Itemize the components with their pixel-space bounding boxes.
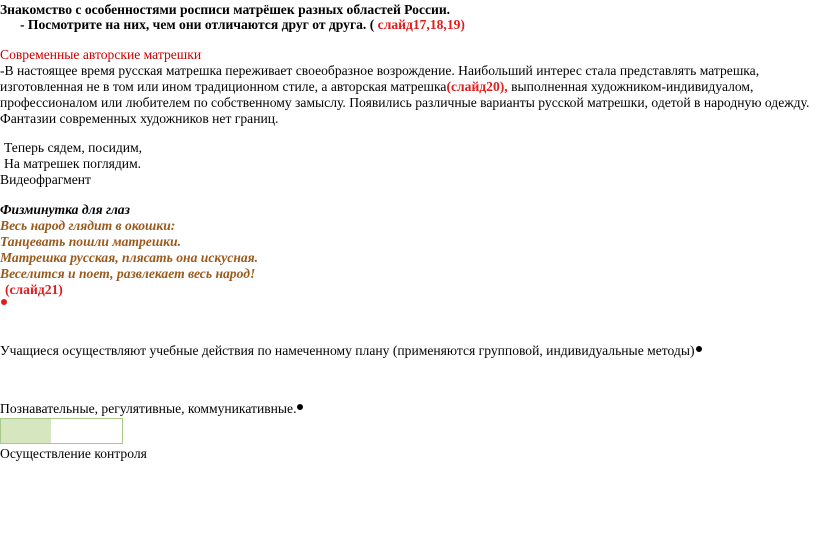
activity-text: Учащиеся осуществляют учебные действия по намеченному плану (применяются групповой, индивидуальные методы) <box>0 343 695 358</box>
highlight-box <box>0 418 123 444</box>
poem-line-1: Теперь сядем, посидим, <box>4 140 143 155</box>
paragraph-line-2 <box>0 79 753 95</box>
slide20-ref: (слайд20), <box>446 79 508 94</box>
bullet-icon <box>696 346 702 352</box>
instruction <box>20 17 465 33</box>
paragraph-line-2-tail: выполненная художником-индивидуалом, <box>507 79 754 94</box>
fizminutka-line-4: Веселится и поет, развлекает весь народ! <box>0 266 256 281</box>
paragraph-line-2-text: изготовленная не в том или ином традиционном стиле, а авторская матрешка <box>0 79 447 94</box>
fizminutka-line-1: Весь народ глядит в окошки: <box>0 218 176 233</box>
fizminutka-line-3: Матрешка русская, плясать она искусная. <box>0 250 259 265</box>
activity-line <box>0 343 702 359</box>
poem-line-2: На матрешек поглядим. <box>4 156 142 171</box>
paragraph-line-1: -В настоящее время русская матрешка переживает своеобразное возрождение. Наибольший интерес стала представлять матрешка, <box>0 63 760 78</box>
bullet-icon <box>297 404 303 410</box>
control-line: Осуществление контроля <box>0 446 147 461</box>
paragraph-line-3: профессионалом или любителем по собственному замыслу. Появились различные варианты русской матрешки, одетой в народную одежду. <box>0 95 810 110</box>
section-title: Современные авторские матрешки <box>0 47 202 62</box>
uud-line <box>0 401 303 417</box>
bullet-red <box>0 296 7 312</box>
fizminutka-line-2: Танцевать пошли матрешки. <box>0 234 182 249</box>
red-bullet-icon <box>1 299 7 305</box>
uud-text: Познавательные, регулятивные, коммуникативные. <box>0 401 297 416</box>
heading: Знакомство с особенностями росписи матрёшек разных областей России. <box>0 2 451 17</box>
paragraph-line-4: Фантазии современных художников нет границ. <box>0 111 279 126</box>
instruction-slide-ref: слайд17,18,19) <box>374 17 465 32</box>
highlight-fill <box>1 419 51 443</box>
fizminutka-title: Физминутка для глаз <box>0 202 130 217</box>
slide21-ref: (слайд21) <box>5 282 63 297</box>
instruction-text: - Посмотрите на них, чем они отличаются друг от друга. ( <box>20 17 375 32</box>
video-fragment: Видеофрагмент <box>0 172 91 187</box>
